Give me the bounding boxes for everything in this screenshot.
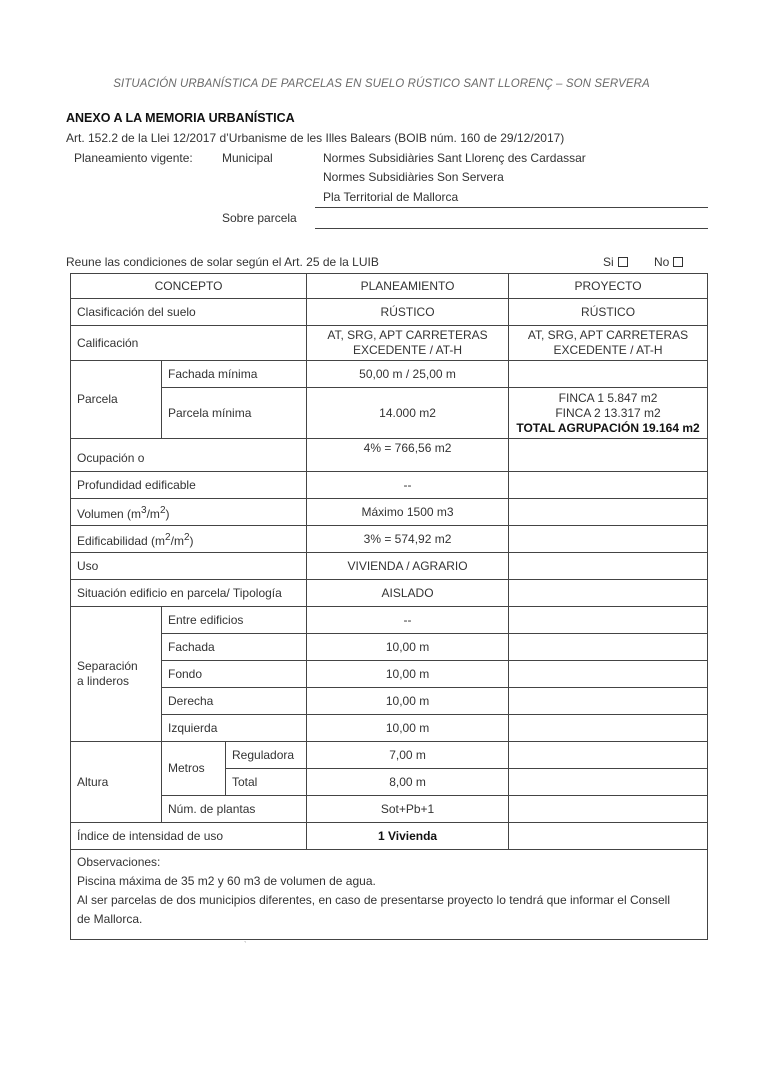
ocupacion-planeamiento: 4% = 766,56 m2 (307, 439, 509, 472)
situacion-proyecto (509, 580, 708, 607)
uso-planeamiento: VIVIENDA / AGRARIO (307, 553, 509, 580)
edificabilidad-planeamiento: 3% = 574,92 m2 (307, 526, 509, 553)
separacion-proyecto (509, 607, 708, 634)
clasificacion-label: Clasificación del suelo (71, 299, 307, 326)
profundidad-planeamiento: -- (307, 472, 509, 499)
separacion-derecha-label: Derecha (162, 688, 307, 715)
observaciones-line: Al ser parcelas de dos municipios diferentes, en caso de presentarse proyecto lo tendrá que informar el Consell (77, 893, 670, 907)
separacion-fondo-label: Fondo (162, 661, 307, 688)
separacion-derecha-value: 10,00 m (307, 688, 509, 715)
ocupacion-label: Ocupación o (71, 439, 307, 472)
parcela-minima-label: Parcela mínima (162, 388, 307, 439)
table-row (71, 688, 708, 715)
reguladora-label: Reguladora (226, 742, 307, 769)
total-label: Total (226, 769, 307, 796)
table-header-row (71, 274, 708, 299)
calificacion-proyecto: AT, SRG, APT CARRETERAS EXCEDENTE / AT-H (509, 326, 708, 361)
fachada-minima-planeamiento: 50,00 m / 25,00 m (307, 361, 509, 388)
altura-proyecto (509, 742, 708, 769)
table-row (71, 526, 708, 553)
si-label: Si (603, 255, 614, 269)
fachada-minima-label: Fachada mínima (162, 361, 307, 388)
table-row (71, 607, 708, 634)
fachada-minima-proyecto (509, 361, 708, 388)
uso-label: Uso (71, 553, 307, 580)
altura-proyecto (509, 796, 708, 823)
observaciones-label: Observaciones: (77, 855, 161, 869)
observaciones-line: de Mallorca. (77, 912, 143, 926)
sobre-parcela-label: Sobre parcela (222, 211, 297, 225)
table-row (71, 715, 708, 742)
separacion-fachada-label: Fachada (162, 634, 307, 661)
planeamiento-label: Planeamiento vigente: (74, 151, 193, 165)
volumen-proyecto (509, 499, 708, 526)
plantas-value: Sot+Pb+1 (307, 796, 509, 823)
parcela-minima-planeamiento: 14.000 m2 (307, 388, 509, 439)
norma-item: Normes Subsidiàries Son Servera (323, 170, 504, 184)
table-row (71, 472, 708, 499)
no-label: No (654, 255, 670, 269)
altura-proyecto (509, 769, 708, 796)
separacion-fondo-value: 10,00 m (307, 661, 509, 688)
total-value: 8,00 m (307, 769, 509, 796)
separacion-proyecto (509, 661, 708, 688)
calificacion-label: Calificación (71, 326, 307, 361)
calificacion-planeamiento: AT, SRG, APT CARRETERAS EXCEDENTE / AT-H (307, 326, 509, 361)
table-row (71, 634, 708, 661)
profundidad-proyecto (509, 472, 708, 499)
reguladora-value: 7,00 m (307, 742, 509, 769)
header-concepto: CONCEPTO (71, 274, 307, 299)
table-row (71, 742, 708, 769)
si-option (603, 255, 628, 269)
situacion-planeamiento: AISLADO (307, 580, 509, 607)
si-checkbox[interactable] (618, 257, 628, 267)
no-option (654, 255, 683, 269)
metros-label: Metros (162, 742, 226, 796)
separacion-entre-edificios-value: -- (307, 607, 509, 634)
uso-proyecto (509, 553, 708, 580)
table-row (71, 796, 708, 823)
urban-conditions-table (70, 273, 708, 940)
indice-planeamiento: 1 Vivienda (307, 823, 509, 850)
table-row (71, 299, 708, 326)
sobre-parcela-field (315, 228, 708, 229)
separacion-entre-edificios-label: Entre edificios (162, 607, 307, 634)
volumen-planeamiento: Máximo 1500 m3 (307, 499, 509, 526)
parcela-label: Parcela (71, 361, 162, 439)
profundidad-label: Profundidad edificable (71, 472, 307, 499)
header-planeamiento: PLANEAMIENTO (307, 274, 509, 299)
table-row (71, 580, 708, 607)
clasificacion-planeamiento: RÚSTICO (307, 299, 509, 326)
table-row (71, 823, 708, 850)
table-row (71, 361, 708, 388)
separacion-fachada-value: 10,00 m (307, 634, 509, 661)
scan-mark: ˎ (244, 934, 247, 943)
table-row (71, 553, 708, 580)
anexo-title: ANEXO A LA MEMORIA URBANÍSTICA (66, 111, 295, 125)
table-row (71, 499, 708, 526)
edificabilidad-proyecto (509, 526, 708, 553)
plantas-label: Núm. de plantas (162, 796, 307, 823)
separacion-label: Separación a linderos (71, 607, 162, 742)
document-header: SITUACIÓN URBANÍSTICA DE PARCELAS EN SUELO RÚSTICO SANT LLORENÇ – SON SERVERA (113, 78, 650, 90)
normas-underline (315, 207, 708, 208)
situacion-label: Situación edificio en parcela/ Tipología (71, 580, 307, 607)
table-row (71, 661, 708, 688)
volumen-label: Volumen $(m^3/m^2)$ (71, 499, 307, 526)
norma-item: Pla Territorial de Mallorca (323, 190, 459, 204)
separacion-proyecto (509, 688, 708, 715)
planeamiento-type: Municipal (222, 151, 273, 165)
ocupacion-proyecto (509, 439, 708, 472)
edificabilidad-label: Edificabilidad $(m^2/m^2)$ (71, 526, 307, 553)
separacion-proyecto (509, 634, 708, 661)
table-row (71, 326, 708, 361)
clasificacion-proyecto: RÚSTICO (509, 299, 708, 326)
header-proyecto: PROYECTO (509, 274, 708, 299)
condiciones-solar-text: Reune las condiciones de solar según el Art. 25 de la LUIB (66, 255, 379, 269)
separacion-izquierda-label: Izquierda (162, 715, 307, 742)
article-reference: Art. 152.2 de la Llei 12/2017 d’Urbanisme de les Illes Balears (BOIB núm. 160 de 29/12/2017) (66, 131, 565, 145)
separacion-proyecto (509, 715, 708, 742)
separacion-izquierda-value: 10,00 m (307, 715, 509, 742)
table-row (71, 850, 708, 940)
no-checkbox[interactable] (673, 257, 683, 267)
table-row (71, 388, 708, 439)
observaciones-line: Piscina máxima de 35 m2 y 60 m3 de volumen de agua. (77, 874, 376, 888)
norma-item: Normes Subsidiàries Sant Llorenç des Cardassar (323, 151, 586, 165)
parcela-minima-proyecto: FINCA 1 5.847 m2 FINCA 2 13.317 m2 TOTAL AGRUPACIÓN 19.164 m2 (509, 388, 708, 439)
indice-proyecto (509, 823, 708, 850)
observaciones-cell (71, 850, 708, 940)
altura-label: Altura (71, 742, 162, 823)
indice-label: Índice de intensidad de uso (71, 823, 307, 850)
table-row (71, 439, 708, 472)
